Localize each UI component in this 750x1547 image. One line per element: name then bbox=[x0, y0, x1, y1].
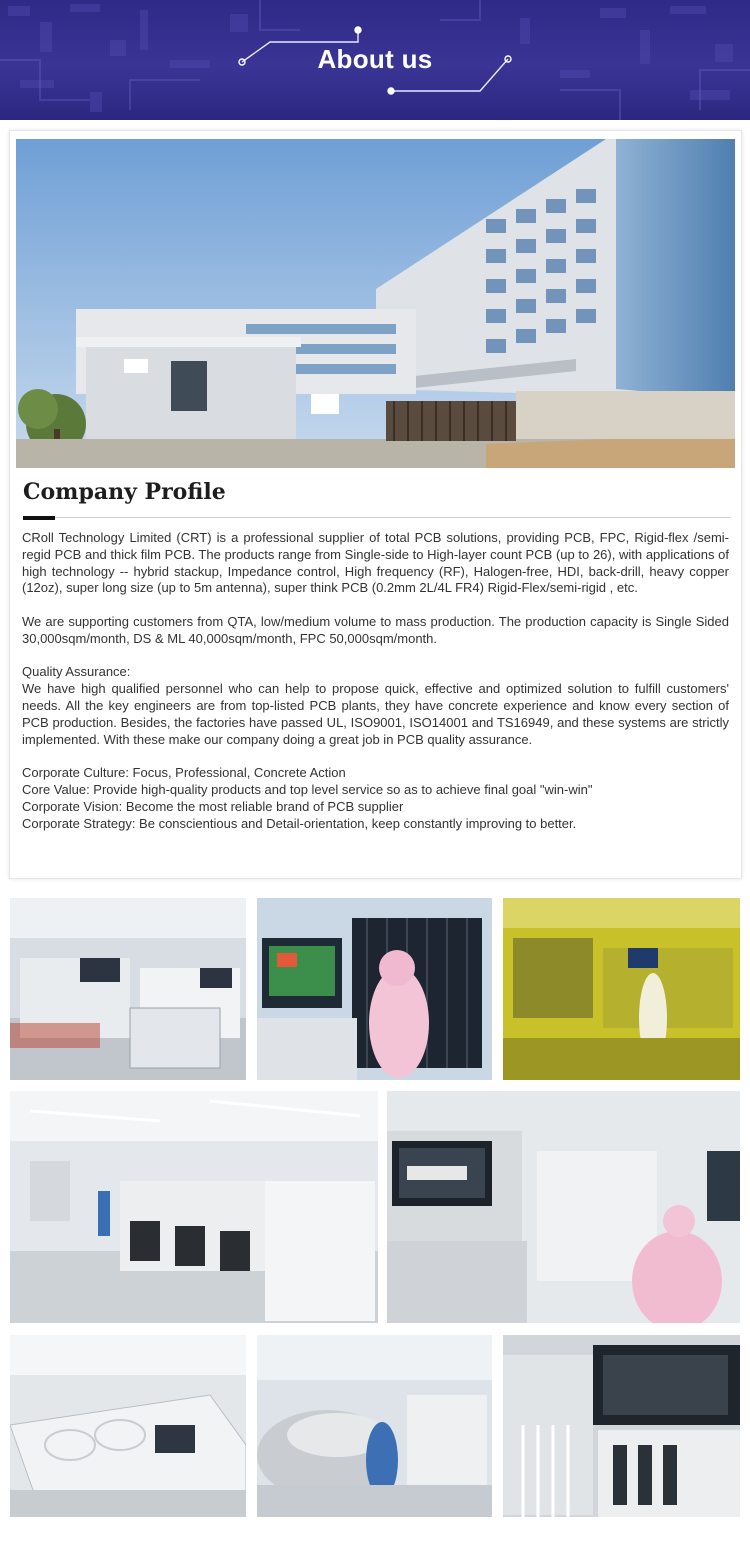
heading-divider bbox=[23, 517, 731, 518]
quality-assurance-title: Quality Assurance: bbox=[22, 664, 131, 680]
heading-accent-bar bbox=[23, 516, 55, 520]
yellow-cleanroom-photo bbox=[503, 898, 740, 1080]
smt-line-photo bbox=[10, 898, 246, 1080]
aoi-inspection-photo bbox=[257, 898, 492, 1080]
pcb-machine-photo bbox=[10, 1335, 246, 1517]
intro-paragraph: CRoll Technology Limited (CRT) is a professional supplier of total PCB solutions, providing PCB, FPC, Rigid-flex /semi-regid PCB and thick film PCB. The products range from Single-side to High-layer count PCB (up to 26), with applications of high technology -- hybrid stackup, Impedance control, High frequency (RF), Halogen-free, HDI, back-drill, heavy copper (12oz), super long size (up to 5m antenna), super think PCB (0.2mm 2L/4L FR4) Rigid-Flex/semi-rigid , etc. bbox=[22, 530, 729, 596]
pick-and-place-photo bbox=[503, 1335, 740, 1517]
corporate-culture: Corporate Culture: Focus, Professional, Concrete Action bbox=[22, 765, 346, 781]
page-title: About us bbox=[317, 44, 433, 74]
about-banner bbox=[0, 0, 750, 120]
smt-factory-floor-photo bbox=[10, 1091, 378, 1323]
corporate-vision: Corporate Vision: Become the most reliable brand of PCB supplier bbox=[22, 798, 404, 814]
company-profile-card bbox=[9, 130, 742, 879]
section-heading: Company Profile bbox=[23, 479, 226, 505]
corporate-strategy: Corporate Strategy: Be conscientious and Detail-orientation, keep constantly improving to better. bbox=[22, 815, 577, 831]
quality-assurance-text: We have high qualified personnel who can help to propose quick, effective and optimized solution to fulfill customers' needs. All the key engineers are from top-listed PCB plants, they have concrete experience and know every section of PCB production. Besides, the factories have passed UL, ISO9001, ISO14001 and TS16949, and these systems are strictly implemented. With these make our company doing a great job in PCB quality assurance. bbox=[22, 681, 729, 747]
quality-assurance-paragraph bbox=[22, 664, 729, 748]
company-building-photo bbox=[16, 139, 735, 468]
inspection-machine-photo bbox=[387, 1091, 740, 1323]
core-value: Core Value: Provide high-quality products and top level service so as to achieve final goal "win-win" bbox=[22, 781, 593, 797]
capacity-paragraph: We are supporting customers from QTA, low/medium volume to mass production. The production capacity is Single Sided 30,000sqm/month, DS & ML 40,000sqm/month, FPC 50,000sqm/month. bbox=[22, 613, 729, 646]
reflow-oven-photo bbox=[257, 1335, 492, 1517]
profile-text bbox=[22, 530, 729, 832]
